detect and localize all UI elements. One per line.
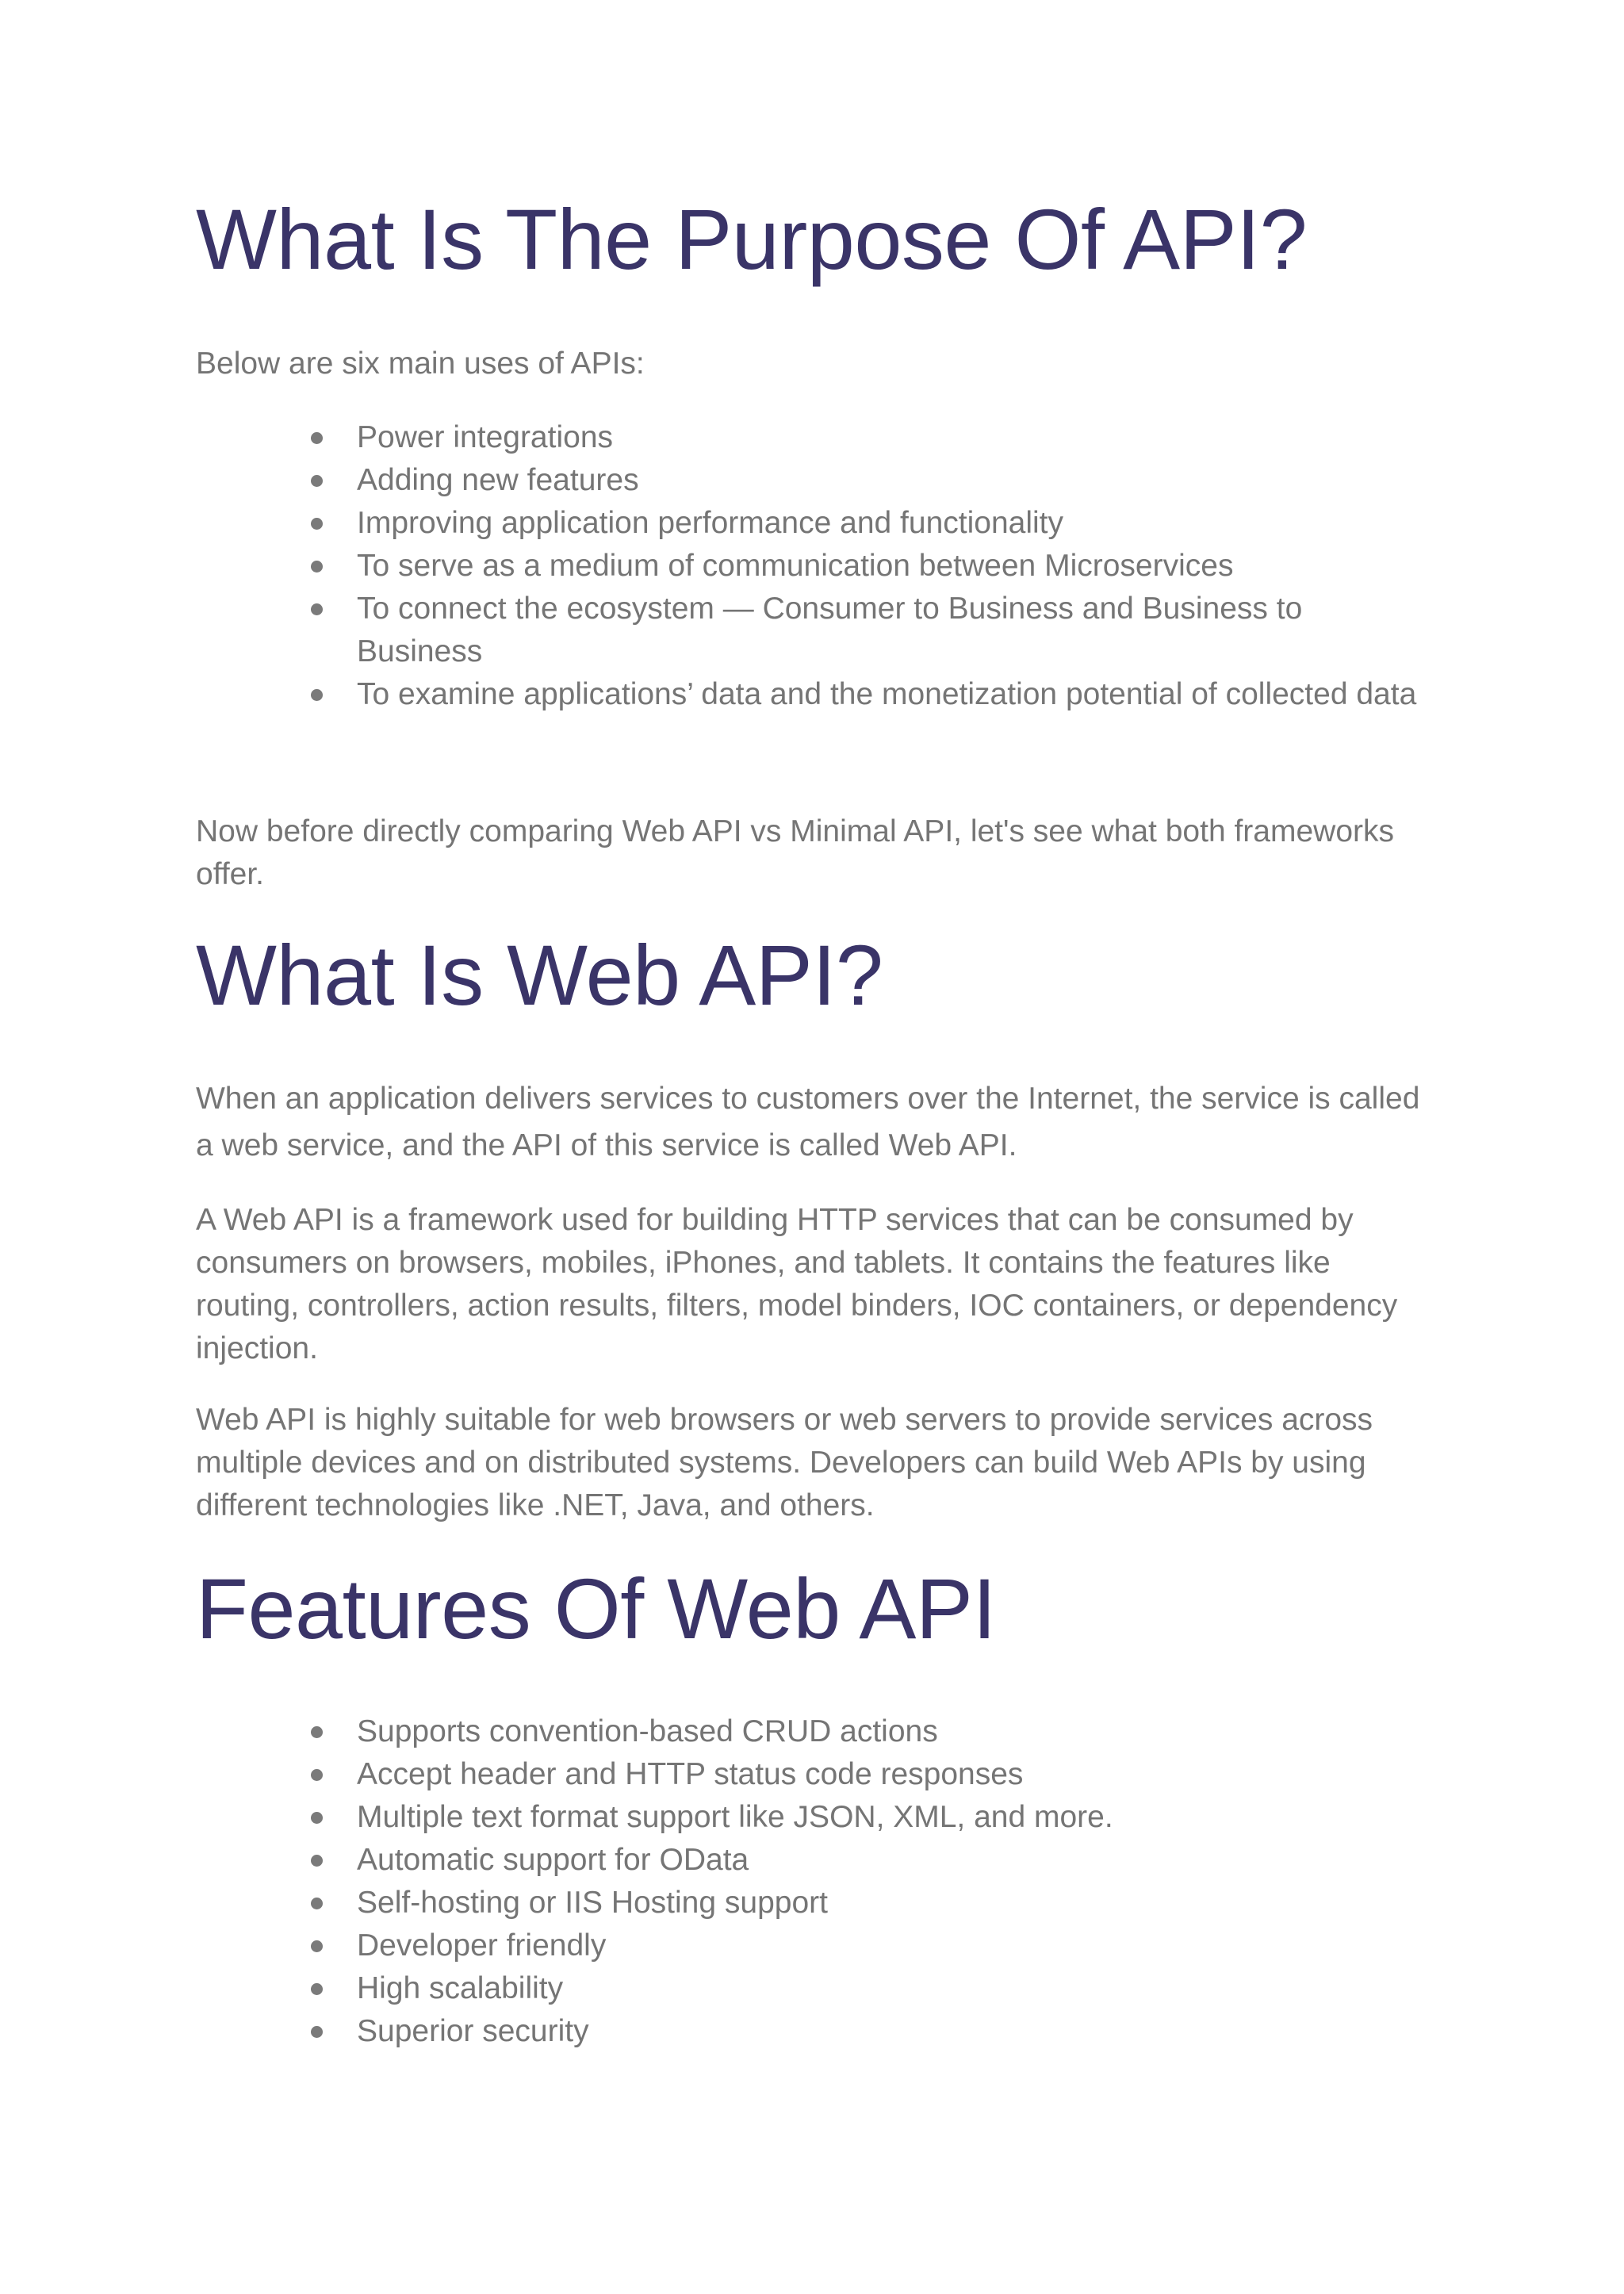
bullet-icon — [311, 475, 323, 487]
transition-paragraph: Now before directly comparing Web API vs Minimal API, let's see what both frameworks offer. — [196, 814, 1395, 891]
bullet-icon — [311, 603, 323, 615]
list-item: To serve as a medium of communication between Microservices — [196, 545, 1427, 588]
web-api-framework-paragraph: A Web API is a framework used for building HTTP services that can be consumed by consumers on browsers, mobiles, iPhones, and tablets. It contains the features like routing, controllers, action results, filters, model binders, IOC containers, or dependency injection. — [196, 1203, 1398, 1365]
heading-features-of-web-api: Features Of Web API — [196, 1561, 996, 1656]
list-item: Power integrations — [196, 416, 1427, 459]
bullet-icon — [311, 1898, 323, 1909]
bullet-icon — [311, 1769, 323, 1781]
list-item: Supports convention-based CRUD actions — [196, 1710, 1427, 1753]
bullet-icon — [311, 1940, 323, 1952]
list-item: Superior security — [196, 2010, 1427, 2053]
heading-purpose-of-api: What Is The Purpose Of API? — [196, 191, 1308, 287]
intro-paragraph: Below are six main uses of APIs: — [196, 347, 645, 381]
bullet-icon — [311, 518, 323, 530]
list-item: Accept header and HTTP status code responses — [196, 1753, 1427, 1796]
features-list — [196, 1710, 1433, 2053]
bullet-icon — [311, 2026, 323, 2038]
bullet-icon — [311, 1812, 323, 1824]
bullet-icon — [311, 1855, 323, 1867]
web-api-definition-paragraph: When an application delivers services to customers over the Internet, the service is called a web service, and the API of this service is called Web API. — [196, 1082, 1420, 1162]
list-item: To connect the ecosystem — Consumer to Business and Business to Business — [196, 588, 1427, 673]
bullet-icon — [311, 689, 323, 701]
heading-what-is-web-api: What Is Web API? — [196, 927, 883, 1023]
api-uses-list — [196, 416, 1433, 716]
web-api-usage-paragraph: Web API is highly suitable for web browsers or web servers to provide services across multiple devices and on distributed systems. Developers can build Web APIs by using different technologies like .NET, Java, and others. — [196, 1403, 1373, 1522]
list-item: Self-hosting or IIS Hosting support — [196, 1882, 1427, 1924]
list-item: High scalability — [196, 1967, 1427, 2010]
list-item: To examine applications’ data and the monetization potential of collected data — [196, 673, 1427, 716]
list-item: Improving application performance and functionality — [196, 502, 1427, 545]
bullet-icon — [311, 1983, 323, 1995]
bullet-icon — [311, 1726, 323, 1738]
bullet-icon — [311, 561, 323, 573]
list-item: Adding new features — [196, 459, 1427, 502]
bullet-icon — [311, 432, 323, 444]
list-item: Multiple text format support like JSON, XML, and more. — [196, 1796, 1427, 1839]
list-item: Developer friendly — [196, 1924, 1427, 1967]
list-item: Automatic support for OData — [196, 1839, 1427, 1882]
